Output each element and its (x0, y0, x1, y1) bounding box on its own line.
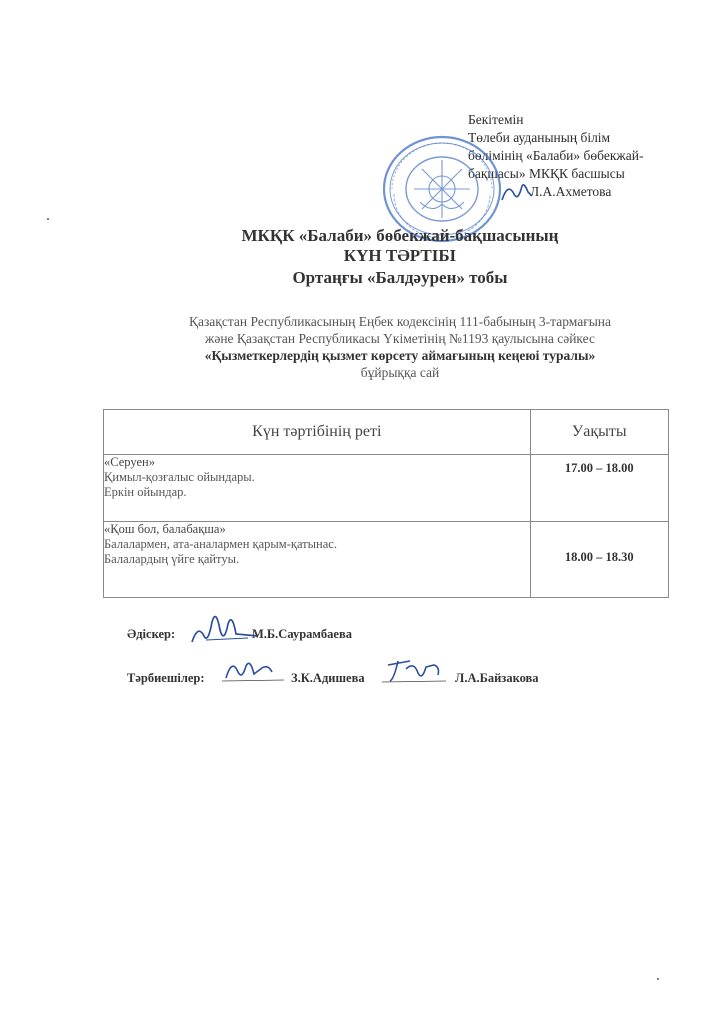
time-value: 18.00 – 18.30 (564, 550, 634, 564)
basis-line-2: және Қазақстан Республикасы Үкіметінің №1193 қаулысына сәйкес (205, 331, 595, 346)
scan-speck (657, 978, 659, 980)
basis-line-4: бұйрыққа сай (360, 365, 440, 380)
activity-line: Еркін ойындар. (104, 485, 187, 499)
teacher2-signature-icon (380, 655, 450, 687)
approval-line-4: бақшасы» МКҚК басшысы (468, 166, 625, 181)
methodist-label: Әдіскер: (127, 627, 176, 641)
time-value: 17.00 – 18.00 (564, 461, 634, 475)
title-line-1: МКҚК «Балаби» бөбекжай-бақшасының (241, 226, 559, 245)
teacher1-signature-icon (220, 654, 288, 686)
approval-line-1: Бекітемін (468, 112, 524, 127)
teacher1-name: З.К.Адишева (291, 671, 365, 685)
activity-line: Қимыл-қозғалыс ойындары. (104, 470, 255, 484)
approval-line-2: Төлеби ауданының білім (468, 130, 611, 145)
approval-name: Л.А.Ахметова (530, 184, 612, 199)
activity-line: Балалармен, ата-аналармен қарым-қатынас. (104, 537, 337, 551)
header-time: Уақыты (530, 410, 668, 455)
basis-line-3: «Қызметкерлердің қызмет көрсету аймағының кеңеюі туралы» (204, 348, 596, 363)
title-line-3: Ортаңғы «Балдәурен» тобы (292, 268, 508, 287)
activity-title: «Серуен» (104, 455, 155, 469)
header-activity: Күн тәртібінің реті (104, 410, 531, 455)
basis-line-1: Қазақстан Республикасының Еңбек кодексінің 111-бабының 3-тармағына (188, 314, 612, 329)
methodist-name: М.Б.Саурамбаева (252, 627, 352, 641)
activity-title: «Қош бол, балабақша» (104, 522, 226, 536)
activity-line: Балалардың үйге қайтуы. (104, 552, 240, 566)
scan-speck (47, 218, 49, 220)
methodist-signature-icon (188, 604, 260, 648)
teachers-label: Тәрбиешілер: (127, 671, 205, 685)
approval-line-3: бөлімінің «Балаби» бөбекжай- (468, 148, 644, 163)
title-line-2: КҮН ТӘРТІБІ (343, 246, 457, 265)
teacher2-name: Л.А.Байзакова (455, 671, 539, 685)
